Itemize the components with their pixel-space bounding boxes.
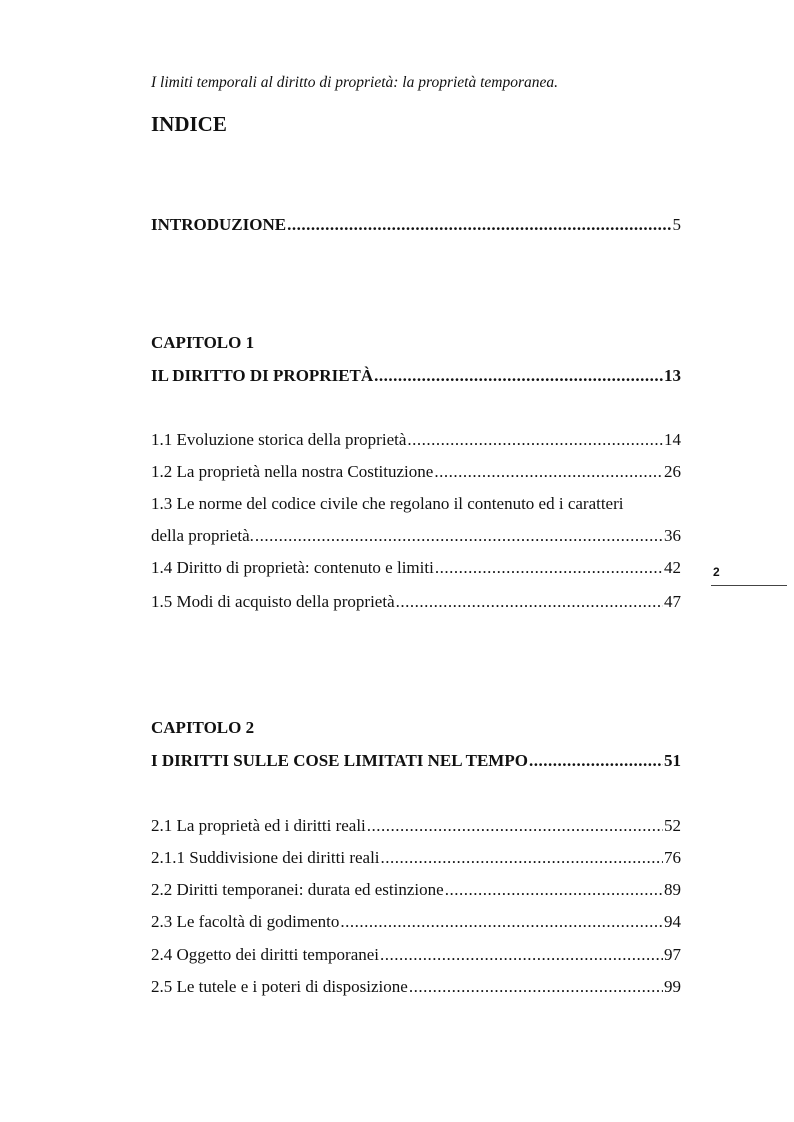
toc-entry-page: 51 — [664, 751, 681, 770]
toc-entry-label: 1.4 Diritto di proprietà: contenuto e limiti — [151, 558, 434, 577]
toc-entry-1-1[interactable] — [151, 429, 681, 451]
toc-entry-page: 97 — [664, 945, 681, 964]
toc-entry-1-2[interactable] — [151, 461, 681, 483]
page-number: 2 — [713, 565, 720, 579]
toc-entry-page: 47 — [664, 592, 681, 611]
dot-leader — [287, 214, 671, 236]
dot-leader — [381, 847, 663, 869]
toc-entry-label: I DIRITTI SULLE COSE LIMITATI NEL TEMPO — [151, 751, 528, 770]
toc-entry-label: 1.1 Evoluzione storica della proprietà — [151, 430, 407, 449]
toc-entry-label: 2.1 La proprietà ed i diritti reali — [151, 816, 366, 835]
toc-entry-page: 36 — [664, 526, 681, 545]
toc-entry-page: 94 — [664, 912, 681, 931]
toc-entry-label: 1.5 Modi di acquisto della proprietà — [151, 592, 395, 611]
running-header: I limiti temporali al diritto di proprietà: la proprietà temporanea. — [151, 74, 559, 91]
toc-entry-label: 2.5 Le tutele e i poteri di disposizione — [151, 977, 408, 996]
toc-entry-2-5[interactable] — [151, 976, 681, 998]
dot-leader — [434, 461, 663, 483]
toc-entry-2-2[interactable] — [151, 879, 681, 901]
chapter-2-heading: CAPITOLO 2 — [151, 718, 255, 737]
toc-entry-page: 5 — [672, 215, 681, 234]
toc-entry-introduction[interactable] — [151, 214, 681, 236]
toc-entry-1-5[interactable] — [151, 591, 681, 613]
dot-leader — [374, 365, 663, 387]
toc-entry-2-1-1[interactable] — [151, 847, 681, 869]
toc-entry-label: della proprietà. — [151, 526, 254, 545]
toc-entry-page: 26 — [664, 462, 681, 481]
dot-leader — [529, 750, 663, 772]
toc-entry-label: 2.2 Diritti temporanei: durata ed estinzione — [151, 880, 444, 899]
page-number-rule — [711, 585, 787, 586]
toc-entry-page: 13 — [664, 366, 681, 385]
dot-leader — [407, 429, 663, 451]
toc-entry-label: 2.1.1 Suddivisione dei diritti reali — [151, 848, 380, 867]
toc-entry-chapter-2[interactable] — [151, 750, 681, 772]
dot-leader — [445, 879, 663, 901]
toc-entry-label: 2.3 Le facoltà di godimento — [151, 912, 340, 931]
toc-entry-chapter-1[interactable] — [151, 365, 681, 387]
toc-entry-page: 99 — [664, 977, 681, 996]
dot-leader — [435, 557, 663, 579]
dot-leader — [340, 911, 663, 933]
chapter-1-heading: CAPITOLO 1 — [151, 333, 255, 352]
page-title: INDICE — [151, 112, 227, 136]
toc-entry-1-4[interactable] — [151, 557, 681, 579]
dot-leader — [380, 944, 663, 966]
dot-leader — [367, 815, 663, 837]
dot-leader — [396, 591, 663, 613]
dot-leader — [255, 525, 663, 547]
toc-entry-2-4[interactable] — [151, 944, 681, 966]
toc-entry-1-3-line1[interactable]: 1.3 Le norme del codice civile che regolano il contenuto ed i caratteri — [151, 494, 624, 513]
toc-entry-page: 76 — [664, 848, 681, 867]
toc-entry-page: 52 — [664, 816, 681, 835]
toc-entry-label: IL DIRITTO DI PROPRIETÀ — [151, 366, 374, 385]
dot-leader — [409, 976, 663, 998]
toc-entry-label: 2.4 Oggetto dei diritti temporanei — [151, 945, 380, 964]
toc-entry-2-1[interactable] — [151, 815, 681, 837]
toc-entry-page: 89 — [664, 880, 681, 899]
toc-entry-label: INTRODUZIONE — [151, 215, 287, 234]
toc-entry-1-3[interactable] — [151, 525, 681, 547]
toc-entry-label: 1.2 La proprietà nella nostra Costituzione — [151, 462, 434, 481]
toc-entry-page: 14 — [664, 430, 681, 449]
toc-entry-page: 42 — [664, 558, 681, 577]
toc-entry-2-3[interactable] — [151, 911, 681, 933]
